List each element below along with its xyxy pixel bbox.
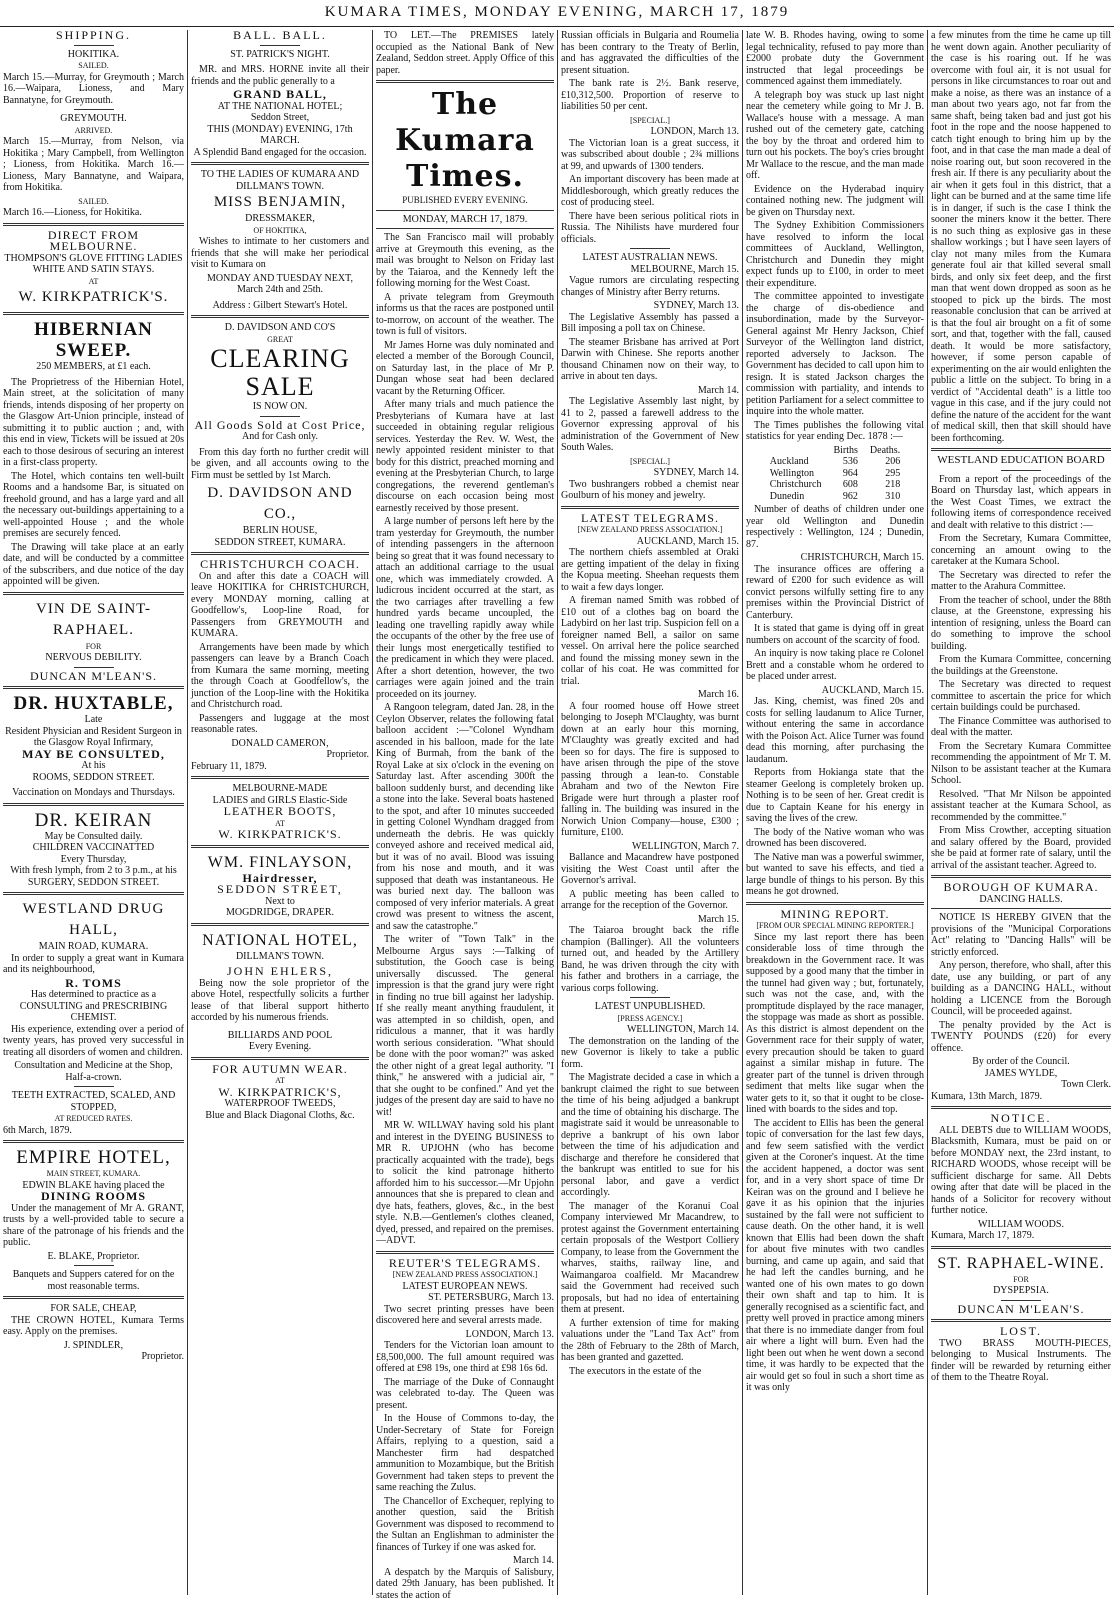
article-paragraph: The steamer Brisbane has arrived at Port Darwin with Chinese. She reports another thousand Chinamen now on their way, to arrive in about ten days. [561, 337, 739, 383]
sub-heading: [NEW ZEALAND PRESS ASSOCIATION.] [561, 524, 739, 536]
shipping-text: March 15.—Murray, from Nelson, via Hokitika ; Mary Campbell, from Wellington ; Lioness, from Hokitika. March 16.—Lioness, Mary Bannatyne, and Waipara, from Hokitika. [3, 136, 184, 194]
article-paragraph: The Secretary was directed to request committee to ascertain the price for which certain buildings could be purchased. [931, 679, 1111, 714]
shipping-text: March 16.—Lioness, for Hokitika. [3, 207, 184, 219]
ad-paragraph: His experience, extending over a period of twenty years, has proved very successful in treating all disorders of women and children. [3, 1024, 184, 1059]
ad-text: SEDDON STREET, KUMARA. [191, 537, 369, 549]
ad-text: THOMPSON'S GLOVE FITTING LADIES WHITE AND SATIN STAYS. [3, 253, 184, 276]
ad-heading: TO THE LADIES OF KUMARA AND DILLMAN'S TOWN. [191, 169, 369, 192]
ad-paragraph: Passengers and luggage at the most reasonable rates. [191, 713, 369, 736]
ad-text: TEETH EXTRACTED, SCALED, AND STOPPED, [3, 1090, 184, 1113]
table-row [764, 491, 906, 503]
article-paragraph: Mr James Horne was duly nominated and elected a member of the Borough Council, on Saturday last, in the place of Mr P. Dungan whose seat had been declared vacant by the Returning Officer. [376, 340, 554, 398]
ad-heading: W. KIRKPATRICK'S, [191, 1087, 369, 1099]
ad-paragraph: The penalty provided by the Act is TWENTY POUNDS (£20) for every offence. [931, 1020, 1111, 1055]
dateline: WELLINGTON, March 14. [561, 1024, 739, 1036]
ad-paragraph: From this day forth no further credit will be given, and all accounts owing to the Firm must be settled by 1st March. [191, 447, 369, 482]
ad-paragraph: Arrangements have been made by which passengers can leave by a Branch Coach from Kumara the same morning, meeting the through Coach at Goodfellow's, the junction of the Loop-line with the Hokitika and Christchurch road. [191, 642, 369, 711]
ad-paragraph: Being now the sole proprietor of the above Hotel, respectfully solicits a further lease of that liberal support hitherto accorded by his numerous friends. [191, 978, 369, 1024]
ad-heading: Hairdresser, [191, 873, 369, 885]
ad-text: SEDDON STREET, [191, 884, 369, 896]
section-heading: REUTER'S TELEGRAMS. [376, 1258, 554, 1270]
article-paragraph: The Magistrate decided a case in which a bankrupt claimed the right to sue between the time of his being adjudged a bankrupt and the time of obtaining his discharge. The magistrate said it would be unreasonable to deprive a bankrupt of his own labor between the time of his adjudication and discharge and therefore he considered that the bankrupt was entitled to sue for his personal labor, and gave a verdict accordingly. [561, 1072, 739, 1199]
ad-text: MAIN STREET, KUMARA. [3, 1168, 184, 1180]
article-paragraph: Russian officials in Bulgaria and Roumelia has been contrary to the Treaty of Berlin, and has aggravated the difficulties of the present situation. [561, 30, 739, 76]
ad-text: EDWIN BLAKE having placed the [3, 1180, 184, 1192]
ad-text: FOR SALE, CHEAP, [3, 1303, 184, 1315]
vital-statistics-table [764, 445, 906, 503]
ad-text: 6th March, 1879. [3, 1125, 184, 1137]
ad-text: D. DAVIDSON AND CO'S [191, 322, 369, 334]
table-cell: Christchurch [764, 479, 828, 491]
ad-paragraph: On and after this date a COACH will leave HOKITIKA for CHRISTCHURCH, every MONDAY morning, calling at Goodfellow's, Loop-line Road, for Passengers from GREYMOUTH and KUMARA. [191, 571, 369, 640]
ad-text: Banquets and Suppers catered for on the most reasonable terms. [3, 1269, 184, 1292]
ad-text: FOR [931, 1274, 1111, 1286]
ad-text: Every Evening. [191, 1041, 369, 1053]
column-1 [0, 30, 187, 1595]
ad-text: MAIN ROAD, KUMARA. [3, 941, 184, 953]
article-paragraph: The Secretary was directed to refer the matter to the Arahura Committee. [931, 570, 1111, 593]
ad-heading: JOHN EHLERS, [191, 966, 369, 978]
dateline: MONDAY, MARCH 17, 1879. [376, 214, 554, 226]
table-cell: 536 [827, 456, 863, 468]
column-4 [558, 30, 742, 1595]
article-paragraph: The Legislative Assembly has passed a Bill imposing a poll tax on Chinese. [561, 312, 739, 335]
ad-text: OF HOKITIKA, [191, 225, 369, 237]
table-cell: 206 [864, 456, 906, 468]
dateline: WELLINGTON, March 7. [561, 841, 739, 853]
article-paragraph: The San Francisco mail will probably arrive at Greymouth this evening, as the mail was brought to Nelson on Friday last by the Taiaroa, and the Kennedy left the following morning for the West Coast. [376, 232, 554, 290]
article-paragraph: The manager of the Koranui Coal Company interviewed Mr Macandrew, to protest against the Government entertaining certain proposals of the Westport Colliery Company, to lease from the Government the wharves, staiths, railway line, and Waimangaroa coalfield. Mr Macandrew said the Government had received such proposals, but had no idea of entertaining them at present. [561, 1201, 739, 1316]
table-cell: 295 [864, 468, 906, 480]
article-paragraph: Resolved. "That Mr Nilson be appointed assistant teacher at the Kumara School, as recommended by the committee." [931, 789, 1111, 824]
ad-text: AT [191, 818, 369, 830]
article-paragraph: A public meeting has been called to arrange for the reception of the Governor. [561, 889, 739, 912]
section-heading: LATEST AUSTRALIAN NEWS. [561, 252, 739, 264]
article-paragraph: The Native man was a powerful swimmer, but wanted to save his effects, and tied a large bundle of things to his person. By this means he got drowned. [746, 852, 924, 898]
ad-paragraph: TWO BRASS MOUTH-PIECES, belonging to Musical Instruments. The finder will be rewarded by returning either of them to the Theatre Royal. [931, 1338, 1111, 1384]
ad-heading: R. TOMS [3, 978, 184, 990]
ad-heading: VIN DE SAINT-RAPHAEL. [3, 599, 184, 641]
sub-heading: SAILED. [3, 196, 184, 208]
sub-heading: ARRIVED. [3, 125, 184, 137]
ad-text: May be Consulted daily. [3, 831, 184, 843]
ad-text: AT [3, 276, 184, 288]
column-2 [188, 30, 372, 1595]
article-paragraph: The Times publishes the following vital statistics for year ending Dec. 1878 :— [746, 420, 924, 443]
dateline: ST. PETERSBURG, March 13. [376, 1292, 554, 1304]
publication-note: PUBLISHED EVERY EVENING. [376, 195, 554, 207]
newspaper-title: The Kumara Times. [376, 87, 554, 195]
ad-heading: DINING ROOMS [3, 1191, 184, 1203]
ad-heading: NOTICE. [931, 1113, 1111, 1125]
article-paragraph: From the teacher of school, under the 88th clause, at the Greenstone, expressing his intention of resigning, unless the Board can do something to improve the school building. [931, 595, 1111, 653]
article-paragraph: The writer of "Town Talk" in the Melbourne Argus says :—Talking of substitution, the Gooch case is being universally discussed. The general impression is that the grand jury were right in finding no true bill against her ladyship. If she really meant anything fraudulent, it was attempted in so childish, open, and ridiculous a manner, that it was hardly worth serious consideration. "What should be done with the poor woman?" was asked the other night of a great legal authority. "I think," he answered with a judicial air, " that she ought to be confined." And yet the judges of the present day are said to have no wit! [376, 934, 554, 1118]
column-5 [743, 30, 927, 1595]
ad-text: Consultation and Medicine at the Shop, Half-a-crown. [3, 1060, 184, 1083]
ad-text: ROOMS, SEDDON STREET. [3, 772, 184, 784]
article-paragraph: MR W. WILLWAY having sold his plant and interest in the DYEING BUSINESS to MR R. UPJOHN (who has become practically acquainted with the trade), begs to solicit the kind patronage hitherto afforded him to his successor.—Mr Upjohn announces that she is prepared to clean and dye hats, feathers, gloves, &c., in the best style. N.B.—Gentlemen's clothes cleaned, dyed, pressed, and repaired on the premises.—ADVT. [376, 1120, 554, 1247]
article-paragraph: Ballance and Macandrew have postponed visiting the West Coast until after the Governor's arrival. [561, 852, 739, 887]
ad-heading: BALL. BALL. [191, 30, 369, 42]
dateline: AUCKLAND, March 15. [561, 536, 739, 548]
ad-heading: ST. RAPHAEL-WINE. [931, 1253, 1111, 1274]
ad-heading: LADIES and GIRLS Elastic-Side [191, 795, 369, 807]
ad-heading: CLEARING SALE [191, 345, 369, 401]
ad-text: MOGDRIDGE, DRAPER. [191, 907, 369, 919]
ad-text: BERLIN HOUSE, [191, 525, 369, 537]
ad-paragraph: THE CROWN HOTEL, Kumara Terms easy. Apply on the premises. [3, 1315, 184, 1338]
ad-heading: DR. KEIRAN [3, 810, 184, 831]
table-cell: Auckland [764, 456, 828, 468]
article-paragraph: A Rangoon telegram, dated Jan. 28, in the Ceylon Observer, relates the following fatal balloon accident :—"Colonel Wyndham ascended in his balloon, made for the late King of Burmah, from the bank of the Royal Lake at six o'clock in the evening on Saturday last. After ascending 300ft the balloon suddenly burst, and decending like a stone into the lake. Several boats hastened to the spot, and after 10 minutes succeeded in getting Colonel Wyndham dragged from underneath the debris. He was quickly conveyed ashore and received medical aid, but it was of no avail. Blood was issuing from his nose and mouth, and it was supposed that death was instantaneous. He was buried next day. The balloon was composed of very inferior materials. A great crowd was present to witness the ascent, and saw the catastrophe." [376, 702, 554, 932]
table-cell: Wellington [764, 468, 828, 480]
ad-heading: DIRECT FROM MELBOURNE. [3, 230, 184, 253]
dateline: March 15. [561, 914, 739, 926]
article-paragraph: The Finance Committee was authorised to deal with the matter. [931, 716, 1111, 739]
ad-text: DONALD CAMERON, [191, 738, 369, 750]
ad-text: DILLMAN'S TOWN. [191, 951, 369, 963]
ad-paragraph: Under the management of Mr A. GRANT, trusts by a well-provided table to secure a share of the patronage of his friends and the public. [3, 1203, 184, 1249]
ad-text: ST. PATRICK'S NIGHT. [191, 49, 369, 61]
ad-heading: MISS BENJAMIN, [191, 192, 369, 213]
ad-paragraph: ALL DEBTS due to WILLIAM WOODS, Blacksmith, Kumara, must be paid on or before MONDAY next, the 23rd instant, to RICHARD WOODS, whose receipt will be sufficient discharge for same. All Debts owing after that date will be placed in the hands of a Solicitor for recovery without further notice. [931, 1125, 1111, 1217]
ad-heading: LEATHER BOOTS, [191, 806, 369, 818]
article-paragraph: The insurance offices are offering a reward of £200 for such evidence as will convict persons wilfully setting fire to any premises within the Provincial District of Canterbury. [746, 564, 924, 622]
article-paragraph: From the Secretary Kumara Committee recommending the appointment of Mr T. M. Nilson to be assistant teacher at the Kumara School. [931, 741, 1111, 787]
ad-paragraph: MR. and MRS. HORNE invite all their friends and the public generally to a [191, 64, 369, 87]
ad-text: Blue and Black Diagonal Cloths, &c. [191, 1110, 369, 1122]
article-paragraph: A further extension of time for making valuations under the "Land Tax Act" from the 28th of February to the 28th of March, has been granted and gazetted. [561, 1318, 739, 1364]
ad-text: Kumara, 13th March, 1879. [931, 1091, 1111, 1103]
ad-text: MONDAY AND TUESDAY NEXT, [191, 273, 369, 285]
ad-text: Address : Gilbert Stewart's Hotel. [191, 300, 369, 312]
dateline: LONDON, March 13. [376, 1329, 554, 1341]
dateline: LONDON, March 13. [561, 126, 739, 138]
ad-text: DANCING HALLS. [931, 894, 1111, 906]
ad-text: SURGERY, SEDDON STREET. [3, 877, 184, 889]
ad-heading: BOROUGH OF KUMARA. [931, 882, 1111, 894]
article-paragraph: It is stated that game is dying off in great numbers on account of the scarcity of food. [746, 623, 924, 646]
ad-paragraph: Wishes to intimate to her customers and friends that she will make her periodical visit to Kumara on [191, 236, 369, 271]
ad-text: Resident Physician and Resident Surgeon in the Glasgow Royal Infirmary, [3, 726, 184, 749]
sub-heading: [PRESS AGENCY.] [561, 1013, 739, 1025]
article-paragraph: The Sydney Exhibition Commissioners have resolved to inform the local committees of Auckland, Wellington, Christchurch and Dunedin they might expect funds up to £100, in order to meet their expenditure. [746, 220, 924, 289]
ad-text: CHILDREN VACCINATTED [3, 842, 184, 854]
article-paragraph: The Chancellor of Exchequer, replying to another question, said the British Government was disposed to recommend to the Sultan an Englishman to administer the finances of Turkey if one was asked for. [376, 1496, 554, 1554]
article-paragraph: The executors in the estate of the [561, 1366, 739, 1378]
column-6 [928, 30, 1114, 1595]
ad-heading: CHRISTCHURCH COACH. [191, 559, 369, 571]
ad-text: WILLIAM WOODS. [931, 1219, 1111, 1231]
ad-heading: W. KIRKPATRICK'S. [191, 829, 369, 841]
ad-heading: GRAND BALL, [191, 89, 369, 101]
ad-text: Proprietor. [191, 749, 369, 761]
ad-heading: WESTLAND DRUG HALL, [3, 899, 184, 941]
ad-text: With fresh lymph, from 2 to 3 p.m., at his [3, 865, 184, 877]
table-row [764, 468, 906, 480]
article-paragraph: From Miss Crowther, accepting situation and salary offered by the Board, provided she be paid at former rate of salary, until the arrival of the assistant teacher. Agreed to. [931, 825, 1111, 871]
article-paragraph: The Legislative Assembly last night, by 41 to 2, passed a farewell address to the Governor expressing approval of his administration of the Government of New South Wales. [561, 396, 739, 454]
port-heading: GREYMOUTH. [3, 113, 184, 125]
ad-heading: WM. FINLAYSON, [191, 852, 369, 873]
table-row [764, 456, 906, 468]
table-cell: 964 [827, 468, 863, 480]
ad-heading: MAY BE CONSULTED, [3, 749, 184, 761]
article-paragraph: A telegraph boy was stuck up last night near the cemetery while going to Mr J. B. Wallace's house with a message. A man rushed out of the cemetery gate, catching the boy by the throat and ordered him to turn out his pockets. The boy's cries brought Mr Wallace to the rescue, and the man made off. [746, 90, 924, 182]
table-row [764, 445, 906, 457]
article-paragraph: The body of the Native woman who was drowned has been discovered. [746, 827, 924, 850]
article-paragraph: a few minutes from the time he came up till he went down again. Another peculiarity of the case is his roaring out. If he was overcome with foul air, it is not usual for persons in like circumstances to roar out and make a noise, as there was an instance of a man about two years ago, not far from the same shaft, being taken bad and just got his foot in the rope and the noose happened to catch tight enough to bring him up by the foot, and in that case the man made a deal of noise roaring out, but soon recovered in the fresh air. If there is any peculiarity about the air when it gets foul in this district, that a light can be burned and at the same time life is in danger, if such is the case I think the sooner the miners know it the better. There is no such thing as explosive gas in these shallow workings ; but I have seen layers of clay not many miles from the Kumara generate foul air that killed several small birds, and only six feet deep, and the first man that went down dropped as soon as he stooped to pick up the birds. The most reasonable conclusion that can be arrived at is that the foul air brought on a fit of some sort, and that, together with the fall, caused death. It would be more satisfactory, however, if some person capable of experimenting on the air would enlighten the public a little on the subject. To bring in a verdict of "Accidental death" is a little too vague in this case, and if the jury could not define the nature of the accident for the want of medical skill, then that skill should have been forthcoming. [931, 30, 1111, 444]
ad-heading: D. DAVIDSON AND CO., [191, 483, 369, 525]
ad-text: MELBOURNE-MADE [191, 783, 369, 795]
section-heading: MINING REPORT. [746, 909, 924, 921]
port-heading: HOKITIKA. [3, 49, 184, 61]
article-paragraph: The northern chiefs assembled at Oraki are getting impatient of the delay in fixing the Kopua meeting. Sheehan requests them to wait a few days longer. [561, 547, 739, 593]
ad-heading: LOST. [931, 1326, 1111, 1338]
ad-text: AT REDUCED RATES. [3, 1113, 184, 1125]
ad-text: THIS (MONDAY) EVENING, 17th MARCH. [191, 124, 369, 147]
ad-heading: FOR AUTUMN WEAR. [191, 1064, 369, 1076]
ad-text: Seddon Street, [191, 112, 369, 124]
article-paragraph: A fireman named Smith was robbed of £10 out of a clothes bag on board the Ladybird on her last trip. Suspicion fell on a foreigner named Bell, a sailor on same vessel. On arrival here the police searched and found the missing money sewn in the collar of his coat. He was committed for trial. [561, 595, 739, 687]
article-paragraph: The Victorian loan is a great success, it was subscribed about double ; 2¾ millions at 99, and upwards of 1300 tenders. [561, 138, 739, 173]
dateline: AUCKLAND, March 15. [746, 685, 924, 697]
column-3 [373, 30, 557, 1595]
article-paragraph: Tenders for the Victorian loan amount to £8,500,000. The full amount required was offered at £98 19s, one third at £98 16s 6d. [376, 1340, 554, 1375]
ad-text: Town Clerk. [931, 1079, 1111, 1091]
sub-heading: LATEST EUROPEAN NEWS. [376, 1281, 554, 1293]
article-paragraph: After many trials and much patience the Presbyterians of Kumara have at last succeeded in obtaining regular religious services. Yesterday the Rev. W. West, the newly appointed resident minister to that body for this district, preached morning and evening at the Presbyterian Church, to large congregations, the reverend gentleman's discourse on each occasion being most earnestly received by those present. [376, 399, 554, 514]
ad-text: Vaccination on Mondays and Thursdays. [3, 787, 184, 799]
article-paragraph: The accident to Ellis has been the general topic of conversation for the last few days, and few seem satisfied with the verdict given at the Coroner's inquest. At the time the accident happened, a doctor was sent for, and in a very short space of time Dr Keiran was on the ground and I believe he gave it as his opinion that the injuries sustained by the fall were not sufficient to cause death. On the other hand, it is well known that Ellis had been down the shaft for about five minutes with two candles burning, and came up again, and said that he had left the candles burning, and he wanted one of his own mates to go down their own shaft and tap to him. It is generally recognised as a scientific fact, and pretty well proved in practice among miners that there is no immediate danger from foul air where a light will burn. Even had the light been out when he went down a second time, it was hardly to be expected that the air would get so foul in such a short time as it was only [746, 1118, 924, 1394]
ad-heading: EMPIRE HOTEL, [3, 1147, 184, 1168]
ad-text: February 11, 1879. [191, 761, 369, 773]
article-paragraph: Jas. King, chemist, was fined 20s and costs for selling laudanum to Alice Turner, without entering the same in accordance with the Poison Act. Alice Turner was found dead this morning, after purchasing the laudanum. [746, 696, 924, 765]
ad-heading: W. KIRKPATRICK'S. [3, 287, 184, 308]
ad-paragraph: The Hotel, which contains ten well-built Rooms and a handsome Bar, is situated on freehold ground, and has a large yard and all the necessary out-buildings appertaining to a well-appointed House ; and the whole premises are securely fenced. [3, 471, 184, 540]
table-cell: 962 [827, 491, 863, 503]
dateline: SYDNEY, March 14. [561, 467, 739, 479]
article-paragraph: Reports from Hokianga state that the steamer Geelong is completely broken up. Nothing is to be seen of her. Great credit is due to Captain Keane for his energy in saving the lives of the crew. [746, 767, 924, 825]
article-paragraph: The Taiaroa brought back the rifle champion (Ballinger). All the volunteers turned out, and headed by the Artillery Band, he was driven through the city with his father and brothers in a carriage, the various corps following. [561, 925, 739, 994]
ad-heading: HIBERNIAN SWEEP. [3, 319, 184, 361]
ad-text: Every Thursday, [3, 854, 184, 866]
article-paragraph: An important discovery has been made at Middlesborough, which greatly reduces the cost of producing steel. [561, 174, 739, 209]
table-cell: Dunedin [764, 491, 828, 503]
ad-text: 250 MEMBERS, at £1 each. [3, 361, 184, 373]
article-paragraph: An inquiry is now taking place re Colonel Brett and a constable whom he ordered to be placed under arrest. [746, 648, 924, 683]
article-paragraph: A despatch by the Marquis of Salisbury, dated 29th January, has been published. It states the action of [376, 1567, 554, 1601]
ad-paragraph: TO LET.—The PREMISES lately occupied as the National Bank of New Zealand, Seddon street. Apply Office of this paper. [376, 30, 554, 76]
ad-heading: All Goods Sold at Cost Price, [191, 420, 369, 432]
ad-text: A Splendid Band engaged for the occasion. [191, 147, 369, 159]
article-paragraph: late W. B. Rhodes having, owing to some legal technicality, refused to pay more than £2000 probate duty the Government instructed that legal proceedings be commenced against them immediately. [746, 30, 924, 88]
ad-text: WATERPROOF TWEEDS, [191, 1098, 369, 1110]
article-paragraph: The marriage of the Duke of Connaught was celebrated to-day. The Queen was present. [376, 1377, 554, 1412]
ad-text: J. SPINDLER, [3, 1340, 184, 1352]
ad-text: DYSPEPSIA. [931, 1285, 1111, 1297]
ad-text: At his [3, 760, 184, 772]
ad-text: By order of the Council. [931, 1056, 1111, 1068]
article-paragraph: Two secret printing presses have been discovered here and several arrests made. [376, 1304, 554, 1327]
ad-paragraph: In order to supply a great want in Kumara and its neighbourhood, [3, 953, 184, 976]
ad-text: FOR [3, 641, 184, 653]
ad-text: Has determined to practice as a CONSULTING and PRESCRIBING CHEMIST. [3, 989, 184, 1024]
section-heading: WESTLAND EDUCATION BOARD [931, 455, 1111, 467]
article-paragraph: Evidence on the Hyderabad inquiry contained nothing new. The judgment will be given on Thursday next. [746, 184, 924, 219]
article-paragraph: Number of deaths of children under one year old Wellington and Dunedin respectively : Wellington, 124 ; Dunedin, 87. [746, 504, 924, 550]
dateline: March 14. [561, 385, 739, 397]
article-paragraph: The bank rate is 2½. Bank reserve, £10,312,500. Proportion of reserve to liabilities 50 per cent. [561, 78, 739, 113]
table-cell: Births [827, 445, 863, 457]
article-paragraph: Since my last report there has been considerable loss of time through the breakdown in the Government race. It was supposed by a good many that the timber in the tunnel had given way ; but, fortunately, such was not the case, and, with the promptitude displayed by the race manager, the stoppage was made as short as possible. As this district is almost dependent on the Government race for their supply of water, every precaution should be taken to guard against a similar mishap in future. The greater part of the tunnel is driven through sediment that melts like sugar when the water gets to it, so that it ought to be close-lined with boards to the sides and top. [746, 932, 924, 1116]
article-paragraph: In the House of Commons to-day, the Under-Secretary of State for Foreign Affairs, replying to a question, said a Manchester firm had despatched ammunition to Mozambique, but the British Government had taken steps to prevent the same reaching the Zulus. [376, 1413, 554, 1494]
ad-text: Kumara, March 17, 1879. [931, 1230, 1111, 1242]
ad-paragraph: The Drawing will take place at an early date, and will be conducted by a committee of the subscribers, and due notice of the day appointed will be given. [3, 542, 184, 588]
article-paragraph: Vague rumors are circulating respecting changes of Ministry after Berry returns. [561, 275, 739, 298]
ad-text: GREAT [191, 334, 369, 346]
dateline: March 16. [561, 689, 739, 701]
ad-text: Proprietor. [3, 1351, 184, 1363]
section-heading: LATEST TELEGRAMS. [561, 513, 739, 525]
sub-heading: [NEW ZEALAND PRESS ASSOCIATION.] [376, 1269, 554, 1281]
table-cell: 310 [864, 491, 906, 503]
table-cell: Deaths. [864, 445, 906, 457]
ad-paragraph: The Proprietress of the Hibernian Hotel, Main street, at the solicitation of many friends, intends disposing of her property on the Glasgow Art-Union principle, instead of submitting it to public auction ; and, with this end in view, Tickets will be issued at 20s each to those desirous of securing an interest in a first-class property. [3, 377, 184, 469]
article-paragraph: Two bushrangers robbed a chemist near Goulburn of his money and jewelry. [561, 479, 739, 502]
table-cell: 608 [827, 479, 863, 491]
table-cell [764, 445, 828, 457]
article-paragraph: A four roomed house off Howe street belonging to Joseph M'Claughty, was burnt down at an early hour this morning, M'Claughty was greatly excited and had been so for days. The fire is supposed to have arisen through the pipe of the stove passing through a lean-to. Constable Abraham and two of the Newton Fire Brigade were hurt through a plaster roof falling in. The building was insured in the Norwich Union Company—house, £300 ; furniture, £100. [561, 701, 739, 839]
ad-text: DRESSMAKER, [191, 213, 369, 225]
ad-heading: DUNCAN M'LEAN'S. [931, 1304, 1111, 1316]
ad-paragraph: Any person, therefore, who shall, after this date, use any building, or part of any building as a DANCING HALL, without holding a LICENCE from the Borough Council, will be proceeded against. [931, 960, 1111, 1018]
section-heading: LATEST UNPUBLISHED. [561, 1001, 739, 1013]
sub-heading: SAILED. [3, 60, 184, 72]
dateline: SYDNEY, March 13. [561, 300, 739, 312]
article-paragraph: A large number of persons left here by the tram yesterday for Greymouth, the number of intending passengers in the afternoon being so great that it was found necessary to attach an additional carriage to the usual one, which was immediately crowded. A ludicrous incident occurred at the start, as the two carriages after travelling a few hundred yards became uncoupled, the leading one travelling rapidly away while the occupants of the other by the free use of their lungs most energetically testified to the predicament in which they were placed. After a short detention, however, the two carriages were again joined and the train proceeded on its journey. [376, 516, 554, 700]
sub-heading: [FROM OUR SPECIAL MINING REPORTER.] [746, 920, 924, 932]
ad-text: JAMES WYLDE, [931, 1068, 1111, 1080]
dateline: MELBOURNE, March 15. [561, 264, 739, 276]
article-paragraph: The demonstration on the landing of the new Governor is likely to take a public form. [561, 1036, 739, 1071]
article-paragraph: From a report of the proceedings of the Board on Thursday last, which appears in the West Coast Times, we extract the following items of correspondence received and dealt with relative to this district :— [931, 474, 1111, 532]
ad-text: AT [191, 1075, 369, 1087]
article-paragraph: From the Kumara Committee, concerning the buildings at the Greenstone. [931, 654, 1111, 677]
ad-text: March 24th and 25th. [191, 284, 369, 296]
ad-text: Late [3, 714, 184, 726]
ad-text: AT THE NATIONAL HOTEL; [191, 101, 369, 113]
sub-heading: [SPECIAL.] [561, 115, 739, 127]
shipping-text: March 15.—Murray, for Greymouth ; March 16.—Waipara, Lioness, and Mary Bannatyne, for Greymouth. [3, 72, 184, 107]
article-paragraph: The committee appointed to investigate the charge of dis-obedience and insubordination, made by the Surveyor-General against Mr Henry Jackson, Chief Surveyor of the Wellington land district, reported adversely to Jackson. The Government has decided to call upon him to resign. It is stated Jackson charges the commission with partiality, and intends to petition Parliament for a select committee to inquire into the whole matter. [746, 291, 924, 418]
ad-paragraph: NOTICE IS HEREBY GIVEN that the provisions of the "Municipal Corporations Act" relating to "Dancing Halls" will be strictly enforced. [931, 912, 1111, 958]
article-paragraph: From the Secretary, Kumara Committee, concerning an amount owing to the caretaker at the Kumara School. [931, 533, 1111, 568]
table-cell: 218 [864, 479, 906, 491]
ad-text: IS NOW ON. [191, 401, 369, 413]
table-row [764, 479, 906, 491]
ad-heading: DR. HUXTABLE, [3, 693, 184, 714]
dateline: CHRISTCHURCH, March 15. [746, 552, 924, 564]
ad-text: NERVOUS DEBILITY. [3, 652, 184, 664]
shipping-heading: SHIPPING. [3, 30, 184, 42]
sub-heading: [SPECIAL.] [561, 456, 739, 468]
ad-text: BILLIARDS AND POOL [191, 1030, 369, 1042]
ad-text: And for Cash only. [191, 431, 369, 443]
ad-heading: DUNCAN M'LEAN'S. [3, 671, 184, 683]
ad-text: E. BLAKE, Proprietor. [3, 1251, 184, 1263]
ad-text: Next to [191, 896, 369, 908]
dateline: March 14. [376, 1555, 554, 1567]
article-paragraph: There have been serious political riots in Russia. The Nihilists have murdered four officials. [561, 211, 739, 246]
article-paragraph: A private telegram from Greymouth informs us that the races are postponed until to-morrow, on account of the weather. The town is full of visitors. [376, 292, 554, 338]
masthead: KUMARA TIMES, MONDAY EVENING, MARCH 17, 1879 [0, 0, 1114, 27]
ad-heading: NATIONAL HOTEL, [191, 930, 369, 951]
